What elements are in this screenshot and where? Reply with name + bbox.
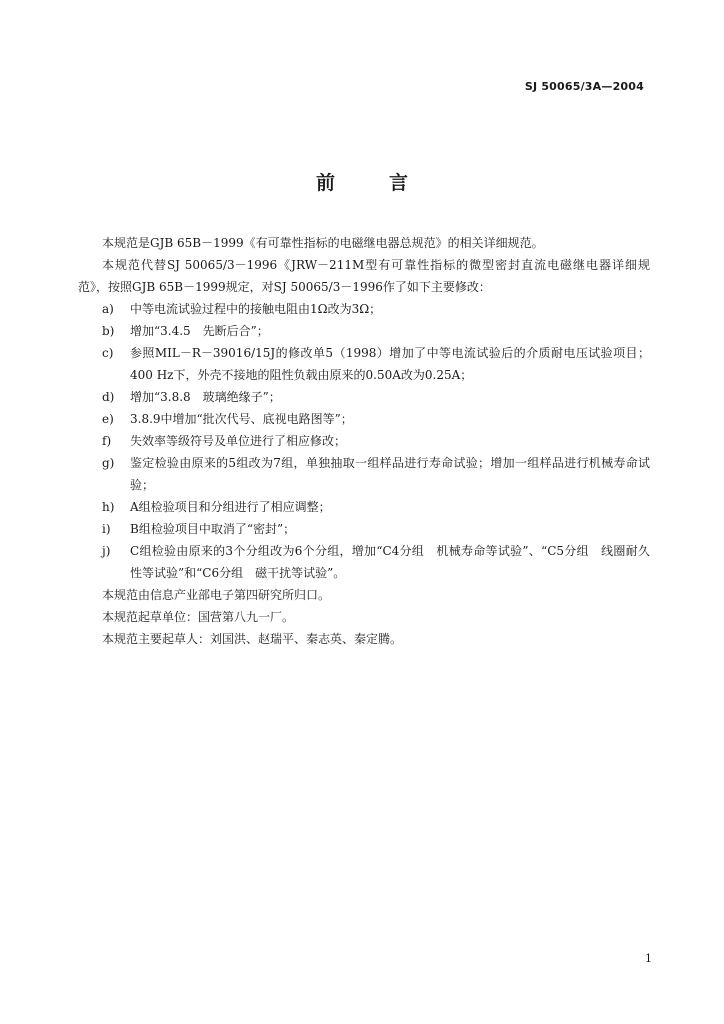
page-title: 前言	[315, 172, 462, 194]
list-item-marker: d)	[102, 390, 115, 404]
intro-paragraph: 本规范代替SJ 50065/3－1996《JRW－211M型有可靠性指标的微型密封直流电磁继电器详细规范》，按照GJB 65B－1999规定，对SJ 50065/3－1996作了如下主要修改：	[78, 258, 650, 294]
list-item-marker: g)	[102, 456, 115, 470]
list-item-text: A组检验项目和分组进行了相应调整；	[130, 500, 331, 514]
list-item-text: 中等电流试验过程中的接触电阻由1Ω改为3Ω；	[130, 302, 382, 316]
list-item	[78, 320, 650, 342]
closing-paragraph: 本规范主要起草人：刘国洪、赵瑞平、秦志英、秦定腾。	[102, 632, 403, 646]
intro-paragraph: 本规范是GJB 65B－1999《有可靠性指标的电磁继电器总规范》的相关详细规范。	[102, 236, 544, 250]
closing-paragraph: 本规范起草单位：国营第八九一厂。	[102, 610, 295, 624]
list-item	[78, 408, 650, 430]
list-item-text: B组检验项目中取消了“密封”；	[130, 522, 296, 536]
standard-number: SJ 50065/3A—2004	[524, 80, 644, 93]
list-item	[78, 518, 650, 540]
list-item-text: 3.8.9中增加“批次代号、底视电路图等”；	[130, 412, 353, 426]
list-item	[78, 452, 650, 496]
list-item-marker: j)	[102, 544, 111, 558]
list-item-text: 增加“3.4.5 先断后合”；	[130, 324, 269, 338]
list-item-text: 鉴定检验由原来的5组改为7组，单独抽取一组样品进行寿命试验；增加一组样品进行机械寿命试验；	[130, 456, 650, 492]
page-number: 1	[645, 952, 652, 965]
list-item	[78, 342, 650, 386]
list-item-text: 失效率等级符号及单位进行了相应修改；	[130, 434, 347, 448]
list-item-marker: h)	[102, 500, 115, 514]
list-item	[78, 298, 650, 320]
closing-paragraph: 本规范由信息产业部电子第四研究所归口。	[102, 588, 331, 602]
list-item-marker: a)	[102, 302, 114, 316]
list-item-marker: f)	[102, 434, 112, 448]
list-item	[78, 430, 650, 452]
list-item-text: C组检验由原来的3个分组改为6个分组，增加“C4分组 机械寿命等试验”、“C5分组 线圈耐久性等试验”和“C6分组 磁干扰等试验”。	[130, 544, 650, 580]
list-item-marker: i)	[102, 522, 111, 536]
list-item	[78, 386, 650, 408]
list-item-marker: b)	[102, 324, 115, 338]
changes-list	[78, 298, 650, 584]
list-item-text: 参照MIL－R－39016/15J的修改单5（1998）增加了中等电流试验后的介质耐电压试验项目；400 Hz下，外壳不接地的阻性负载由原来的0.50A改为0.25A；	[130, 346, 650, 382]
list-item	[78, 496, 650, 518]
foreword-body	[78, 232, 650, 650]
list-item-marker: e)	[102, 412, 114, 426]
list-item-text: 增加“3.8.8 玻璃绝缘子”；	[130, 390, 281, 404]
list-item	[78, 540, 650, 584]
list-item-marker: c)	[102, 346, 114, 360]
